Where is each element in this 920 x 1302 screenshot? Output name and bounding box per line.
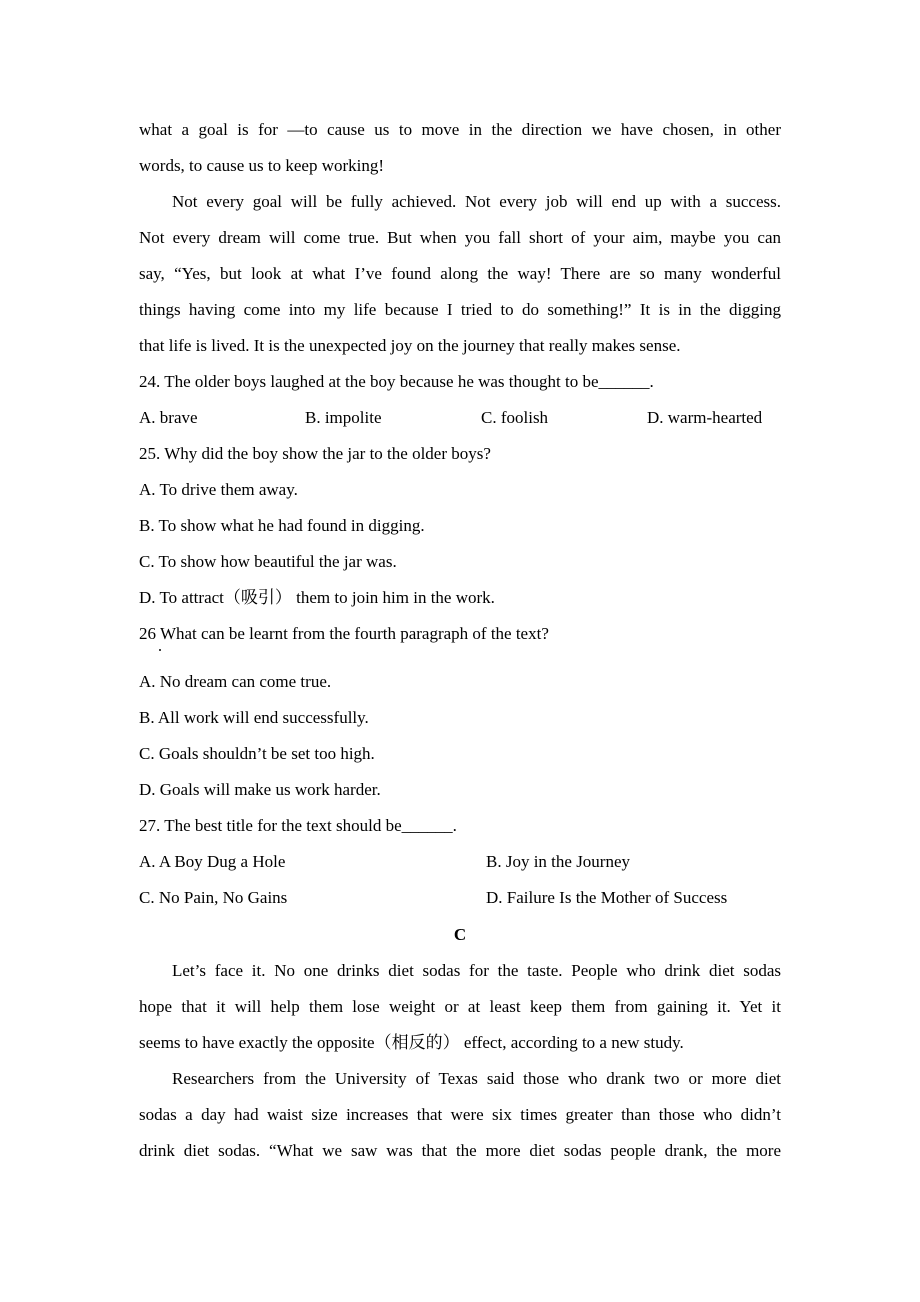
- question-26-option-c: C. Goals shouldn’t be set too high.: [139, 744, 375, 763]
- question-26-option-a: A. No dream can come true.: [139, 672, 332, 691]
- question-24-option-c: C. foolish: [481, 408, 549, 427]
- paragraph-line: hope that it will help them lose weight or at least keep them from gaining it. Yet it: [139, 997, 781, 1016]
- question-26-option-b: B. All work will end successfully.: [139, 708, 369, 727]
- paragraph-line: what a goal is for —to cause us to move in the direction we have chosen, in other: [139, 120, 781, 139]
- paragraph-line: sodas a day had waist size increases that were six times greater than those who didn’t: [139, 1105, 781, 1124]
- question-25-option-b: B. To show what he had found in digging.: [139, 516, 425, 535]
- question-27-option-a: A. A Boy Dug a Hole: [139, 852, 286, 871]
- question-24-option-a: A. brave: [139, 408, 198, 427]
- stray-mark: [159, 649, 161, 651]
- paragraph-line: say, “Yes, but look at what I’ve found along the way! There are so many wonderful: [139, 264, 781, 283]
- paragraph-line: Not every goal will be fully achieved. Not every job will end up with a success.: [172, 192, 781, 211]
- question-26-option-d: D. Goals will make us work harder.: [139, 780, 381, 799]
- question-25-option-a: A. To drive them away.: [139, 480, 298, 499]
- question-25-option-c: C. To show how beautiful the jar was.: [139, 552, 397, 571]
- question-27-stem: 27. The best title for the text should be______.: [139, 816, 457, 835]
- paragraph-line: seems to have exactly the opposite（相反的） effect, according to a new study.: [139, 1033, 684, 1052]
- paragraph-line: words, to cause us to keep working!: [139, 156, 385, 175]
- section-heading: C: [453, 925, 467, 944]
- question-24-stem: 24. The older boys laughed at the boy because he was thought to be______.: [139, 372, 654, 391]
- question-27-option-c: C. No Pain, No Gains: [139, 888, 288, 907]
- question-24-option-b: B. impolite: [305, 408, 382, 427]
- question-24-option-d: D. warm-hearted: [647, 408, 763, 427]
- question-27-option-b: B. Joy in the Journey: [486, 852, 631, 871]
- question-25-option-d: D. To attract（吸引） them to join him in the work.: [139, 588, 495, 607]
- question-25-stem: 25. Why did the boy show the jar to the older boys?: [139, 444, 491, 463]
- question-26-stem: 26 What can be learnt from the fourth paragraph of the text?: [139, 624, 549, 643]
- paragraph-line: Not every dream will come true. But when you fall short of your aim, maybe you can: [139, 228, 781, 247]
- paragraph-line: that life is lived. It is the unexpected joy on the journey that really makes sense.: [139, 336, 681, 355]
- paragraph-line: things having come into my life because I tried to do something!” It is in the digging: [139, 300, 781, 319]
- paragraph-line: Let’s face it. No one drinks diet sodas for the taste. People who drink diet sodas: [172, 961, 781, 980]
- paragraph-line: Researchers from the University of Texas said those who drank two or more diet: [172, 1069, 781, 1088]
- question-27-option-d: D. Failure Is the Mother of Success: [486, 888, 728, 907]
- paragraph-line: drink diet sodas. “What we saw was that the more diet sodas people drank, the more: [139, 1141, 781, 1160]
